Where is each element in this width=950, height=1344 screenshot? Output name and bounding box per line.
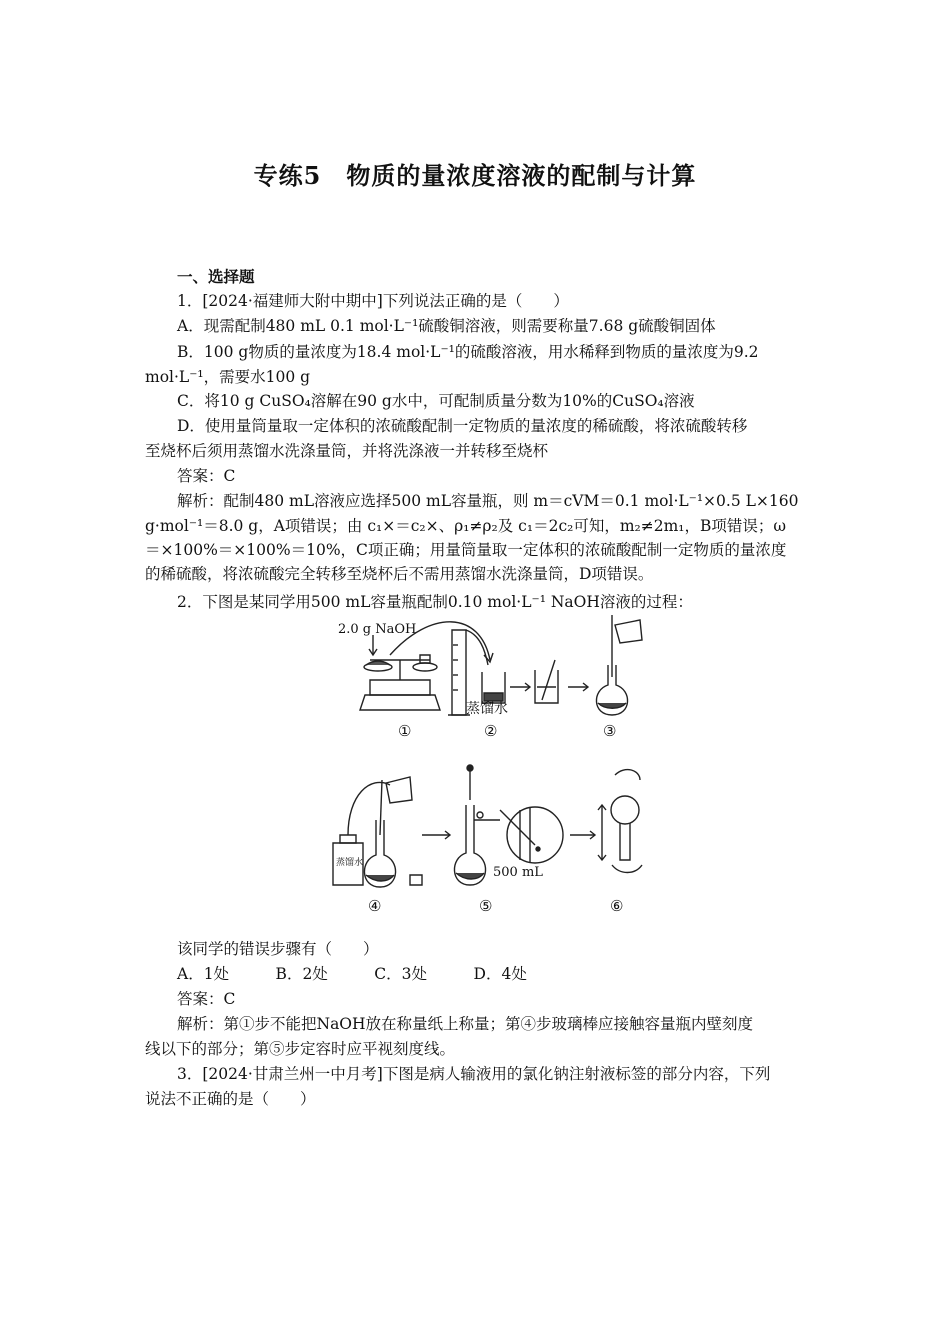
step-4-label: ④ [368, 897, 382, 915]
step-3-label: ③ [603, 722, 617, 740]
q1-answer: 答案：C [177, 467, 236, 485]
q1-option-a: A．现需配制480 mL 0.1 mol·L⁻¹硫酸铜溶液，则需要称量7.68 g硫酸铜固体 [177, 317, 716, 335]
q1-stem: 1．[2024·福建师大附中期中]下列说法正确的是（ ） [177, 292, 569, 310]
page-title: 专练5 物质的量浓度溶液的配制与计算 [253, 161, 697, 190]
q3-stem-cont: 说法不正确的是（ ） [145, 1090, 316, 1108]
q1-option-b: B．100 g物质的量浓度为18.4 mol·L⁻¹的硫酸溶液，用水稀释到物质的量浓度为9.2 [177, 343, 759, 361]
q2-stem: 2．下图是某同学用500 mL容量瓶配制0.10 mol·L⁻¹ NaOH溶液的过程： [177, 593, 693, 611]
q1-option-d-cont: 至烧杯后须用蒸馏水洗涤量筒，并将洗涤液一并转移至烧杯 [145, 442, 549, 460]
section-heading: 一、选择题 [177, 267, 255, 286]
q1-explanation-3: ＝×100%＝×100%＝10%，C项正确；用量筒量取一定体积的浓硫酸配制一定物质的量浓度 [145, 541, 787, 559]
wash-bottle-label: 蒸馏水 [336, 858, 364, 868]
balance-illustration [360, 635, 440, 710]
q2-explanation: 解析：第①步不能把NaOH放在称量纸上称量；第④步玻璃棒应接触容量瓶内壁刻度 [177, 1015, 754, 1033]
magnified-view-illustration [500, 807, 563, 863]
q2-options: A．1处 B．2处 C．3处 D．4处 [177, 965, 527, 983]
q2-explanation-2: 线以下的部分；第⑤步定容时应平视刻度线。 [145, 1040, 456, 1058]
q1-explanation-4: 的稀硫酸，将浓硫酸完全转移至烧杯后不需用蒸馏水洗涤量筒，D项错误。 [145, 565, 654, 583]
q2-answer: 答案：C [177, 990, 236, 1008]
q1-explanation-2: g·mol⁻¹＝8.0 g，A项错误；由 c₁×＝c₂×、ρ₁≠ρ₂及 c₁＝2c₂可知，m₂≠2m₁，B项错误；ω [145, 517, 787, 535]
q2-question: 该同学的错误步骤有（ ） [177, 940, 379, 958]
transfer-flask-illustration [364, 777, 422, 887]
invert-flask-illustration [598, 770, 642, 873]
step-2-label: ② [484, 722, 498, 740]
stirring-beaker-illustration [535, 660, 558, 703]
naoh-mass-label: 2.0 g NaOH [338, 622, 417, 637]
step-6-label: ⑥ [610, 897, 624, 915]
q1-explanation: 解析：配制480 mL溶液应选择500 mL容量瓶，则 m＝cVM＝0.1 mol·L⁻¹×0.5 L×160 [177, 492, 799, 510]
volume-mark-label: 500 mL [493, 865, 543, 880]
step-1-label: ① [398, 722, 412, 740]
step-5-label: ⑤ [479, 897, 493, 915]
q1-option-c: C．将10 g CuSO₄溶解在90 g水中，可配制质量分数为10%的CuSO₄溶液 [177, 392, 695, 410]
distilled-water-label: 蒸馏水 [466, 701, 508, 717]
pouring-flask-illustration [596, 615, 642, 715]
q1-option-b-cont: mol·L⁻¹，需要水100 g [145, 368, 311, 386]
q3-stem: 3．[2024·甘肃兰州一中月考]下图是病人输液用的氯化钠注射液标签的部分内容，下列 [177, 1065, 771, 1083]
q1-option-d: D．使用量筒量取一定体积的浓硫酸配制一定物质的量浓度的稀硫酸，将浓硫酸转移 [177, 417, 748, 435]
